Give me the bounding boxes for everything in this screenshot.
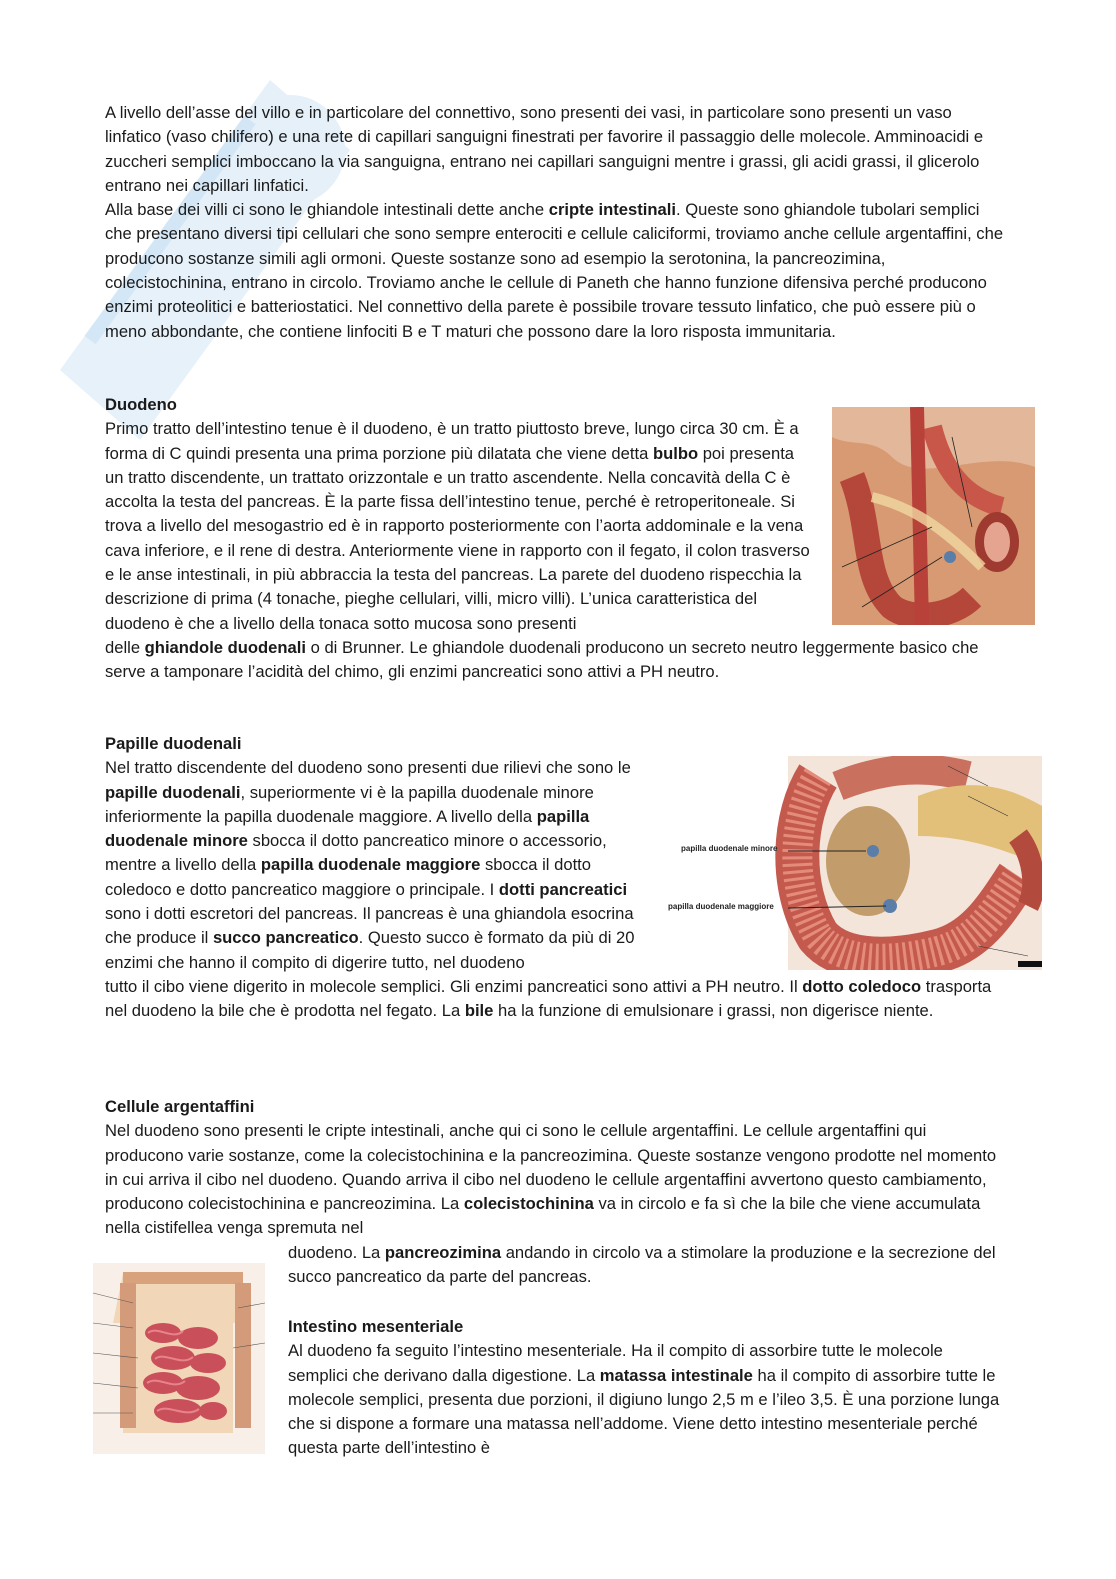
fig-label-papilla-minor: papilla duodenale minore bbox=[681, 844, 778, 853]
fig-label-papilla-major: papilla duodenale maggiore bbox=[668, 902, 774, 911]
duodenum-anatomy-image bbox=[832, 407, 1035, 625]
argentaffini-section bbox=[105, 1095, 1005, 1241]
section-heading-argentaffini: Cellule argentaffini bbox=[105, 1097, 255, 1116]
intro-paragraph-1: A livello dell’asse del villo e in particolare del connettivo, sono presenti dei vasi, in particolare sono presenti un vaso linfatico (vaso chilifero) e una rete di capillari sanguigni finestrati per favorire il passaggio delle molecole. Amminoacidi e zuccheri semplici imboccano la via sanguigna, entrano nei capillari sanguigni mentre i grassi, gli acidi grassi, il glicerolo entrano nei capillari linfatici. bbox=[105, 103, 984, 195]
section-heading-mesenteriale: Intestino mesenteriale bbox=[288, 1317, 464, 1336]
papille-paragraph-cont: tutto il cibo viene digerito in molecole semplici. Gli enzimi pancreatici sono attivi a PH neutro. Il dotto coledoco trasporta nel duodeno la bile che è prodotta nel fegato. La bile ha la funzione di emulsionare i grassi, non digerisce niente. bbox=[105, 976, 992, 1021]
mesenteriale-section bbox=[288, 1315, 1000, 1461]
duodeno-paragraph-cont: delle ghiandole duodenali o di Brunner. Le ghiandole duodenali producono un secreto neutro leggermente basico che serve a tamponare l’acidità del chimo, gli enzimi pancreatici sono attivi a PH neutro. bbox=[105, 637, 979, 682]
argentaffini-paragraph: Nel duodeno sono presenti le cripte intestinali, anche qui ci sono le cellule argentaffini. Le cellule argentaffini qui producono varie sostanze, come la colecistochinina e la pancreozimina. Queste sostanze vengono prodotte nel momento in cui arriva il cibo nel duodeno. Quando arriva il cibo nel duodeno le cellule argentaffini avvertono questo cambiamento, producono colecistochinina e pancreozimina. La colecistochinina va in circolo e fa sì che la bile che viene accumulata nella cistifellea venga spremuta nel bbox=[105, 1121, 997, 1238]
duodeno-paragraph: Primo tratto dell’intestino tenue è il duodeno, è un tratto piuttosto breve, lungo circa 30 cm. È a forma di C quindi presenta una prima porzione più dilatata che viene detta bulbo poi presenta un tratto discendente, un trattato orizzontale e un tratto ascendente. Nella concavità della C è accolta la testa del pancreas. È la parte fissa dell’intestino tenue, perché è retroperitoneale. Si trova a livello del mesogastrio ed è in rapporto posteriormente con l’aorta addominale e la vena cava inferiore, e il rene di destra. Anteriormente viene in rapporto con il fegato, il colon trasverso e le anse intestinali, in più abbraccia la testa del pancreas. La parete del duodeno rispecchia la descrizione di prima (4 tonache, pieghe cellulari, villi, micro villi). L’unica caratteristica del duodeno è che a livello della tonaca sotto mucosa sono presenti bbox=[105, 419, 810, 633]
argentaffini-paragraph-cont-block bbox=[288, 1241, 1000, 1290]
small-intestine-image bbox=[93, 1263, 265, 1454]
duodenal-papillae-image bbox=[668, 756, 1042, 970]
mesenteriale-paragraph: Al duodeno fa seguito l’intestino mesenteriale. Ha il compito di assorbire tutte le molecole semplici che derivano dalla digestione. La matassa intestinale ha il compito di assorbire tutte le molecole semplici, presenta due porzioni, il digiuno lungo 2,5 m e l’ileo 3,5. È una porzione lunga che si dispone a formare una matassa nell’addome. Viene detto intestino mesenteriale perché questa parte dell’intestino è bbox=[288, 1341, 1000, 1458]
intro-paragraph-2: Alla base dei villi ci sono le ghiandole intestinali dette anche cripte intestinali. Queste sono ghiandole tubolari semplici che presentano diversi tipi cellulari che sono sempre enterociti e cellule caliciformi, troviamo anche cellule argentaffini, che producono sostanze simili agli ormoni. Queste sostanze sono ad esempio la serotonina, la pancreozimina, colecistochinina, entrano in circolo. Troviamo anche le cellule di Paneth che hanno funzione difensiva perché producono enzimi proteolitici e batteriostatici. Nel connettivo della parete è possibile trovare tessuto linfatico, che può essere più o meno abbondante, che contiene linfociti B e T maturi che possono dare la loro risposta immunitaria. bbox=[105, 200, 1004, 341]
intro-section bbox=[105, 101, 1005, 344]
papille-paragraph: Nel tratto discendente del duodeno sono presenti due rilievi che sono le papille duodenali, superiormente vi è la papilla duodenale minore inferiormente la papilla duodenale maggiore. A livello della papilla duodenale minore sbocca il dotto pancreatico minore o accessorio, mentre a livello della papilla duodenale maggiore sbocca il dotto coledoco e dotto pancreatico maggiore o principale. I dotti pancreatici sono i dotti escretori del pancreas. Il pancreas è una ghiandola esocrina che produce il succo pancreatico. Questo succo è formato da più di 20 enzimi che hanno il compito di digerire tutto, nel duodeno bbox=[105, 758, 635, 972]
section-heading-papille: Papille duodenali bbox=[105, 734, 242, 753]
section-heading-duodeno: Duodeno bbox=[105, 395, 177, 414]
argentaffini-paragraph-cont: duodeno. La pancreozimina andando in circolo va a stimolare la produzione e la secrezione del succo pancreatico da parte del pancreas. bbox=[288, 1243, 996, 1287]
